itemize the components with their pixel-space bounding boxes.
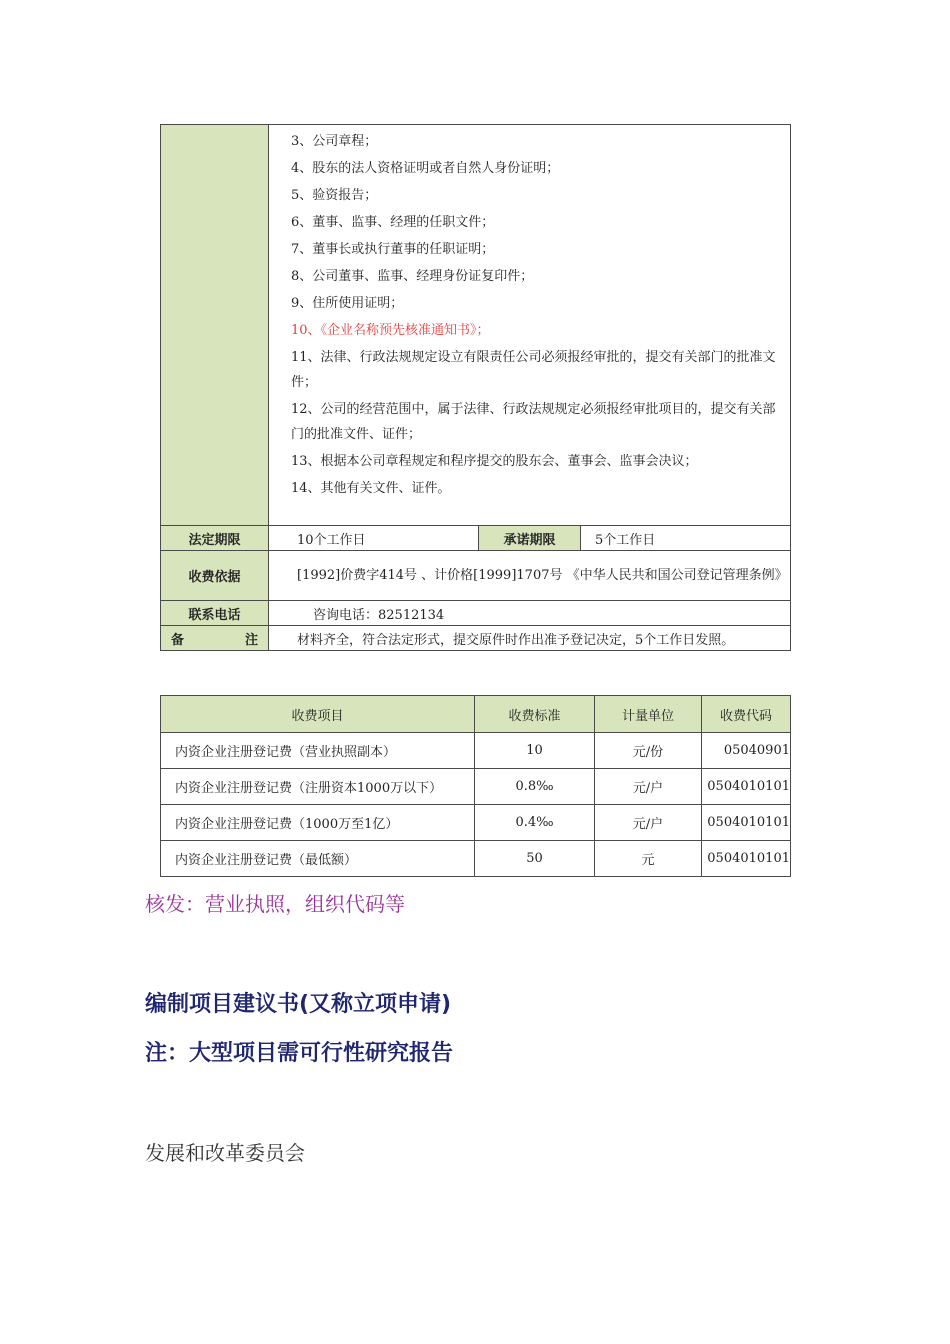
document-list-item: 6、董事、监事、经理的任职文件；: [291, 215, 495, 230]
promise-period-label: 承诺期限: [479, 526, 581, 551]
remark-value: 材料齐全，符合法定形式，提交原件时作出准予登记决定，5个工作日发照。: [269, 626, 791, 651]
committee-name: 发展和改革委员会: [145, 1141, 305, 1165]
table-row: [161, 841, 791, 877]
remark-label: [161, 626, 269, 651]
fee-item-unit: 元/户: [595, 805, 702, 841]
document-list-item: 5、验资报告；: [291, 188, 378, 203]
document-list-item: 4、股东的法人资格证明或者自然人身份证明；: [291, 161, 560, 176]
fee-item-unit: 元/户: [595, 769, 702, 805]
table-row: [161, 769, 791, 805]
project-proposal-heading: 编制项目建议书(又称立项申请): [145, 992, 452, 1017]
fee-basis-label: 收费依据: [161, 551, 269, 601]
document-list-item: 3、公司章程；: [291, 134, 378, 149]
table-row: [161, 733, 791, 769]
remark-label-part-1: 备: [171, 632, 185, 648]
fee-table-header-row: [161, 696, 791, 733]
fee-item-standard: 0.4‰: [475, 805, 595, 841]
fee-header-unit: 计量单位: [595, 696, 702, 733]
document-list-item: 8、公司董事、监事、经理身份证复印件；: [291, 269, 534, 284]
fee-item-code: 0504010101: [702, 769, 791, 805]
documents-label-cell: [161, 125, 269, 526]
fee-item-standard: 10: [475, 733, 595, 769]
fee-item-name: 内资企业注册登记费（最低额）: [161, 841, 475, 877]
fee-header-standard: 收费标准: [475, 696, 595, 733]
fee-item-standard: 0.8‰: [475, 769, 595, 805]
table-row: [161, 805, 791, 841]
document-list-item: 13、根据本公司章程规定和程序提交的股东会、董事会、监事会决议；: [291, 454, 698, 469]
fee-header-code: 收费代码: [702, 696, 791, 733]
fee-item-standard: 50: [475, 841, 595, 877]
promise-period-value: 5个工作日: [581, 526, 791, 551]
legal-period-value: 10个工作日: [269, 526, 479, 551]
fee-item-name: 内资企业注册登记费（注册资本1000万以下）: [161, 769, 475, 805]
feasibility-note-heading: 注：大型项目需可行性研究报告: [145, 1041, 454, 1066]
fee-item-unit: 元/份: [595, 733, 702, 769]
fee-item-code: 05040901: [702, 733, 791, 769]
fee-item-name: 内资企业注册登记费（营业执照副本）: [161, 733, 475, 769]
fee-item-code: 0504010101: [702, 805, 791, 841]
fee-header-item: 收费项目: [161, 696, 475, 733]
fee-basis-value: [1992]价费字414号 、计价格[1999]1707号 《中华人民共和国公司登记管理条例》: [269, 551, 791, 601]
document-list-item: 11、法律、行政法规规定设立有限责任公司必须报经审批的，提交有关部门的批准文件；: [291, 350, 776, 390]
fee-item-unit: 元: [595, 841, 702, 877]
document-list-item: 12、公司的经营范围中，属于法律、行政法规规定必须报经审批项目的，提交有关部门的批准文件、证件；: [291, 402, 776, 442]
document-list-item: 7、董事长或执行董事的任职证明；: [291, 242, 495, 257]
phone-label: 联系电话: [161, 601, 269, 626]
document-list: [269, 125, 790, 525]
legal-period-label: 法定期限: [161, 526, 269, 551]
documents-cell: [269, 125, 791, 526]
fee-table: [160, 695, 791, 877]
fee-item-name: 内资企业注册登记费（1000万至1亿）: [161, 805, 475, 841]
document-list-item: 9、住所使用证明；: [291, 296, 404, 311]
document-list-item: 10、《企业名称预先核准通知书》；: [291, 323, 490, 338]
phone-value: 咨询电话：82512134: [269, 601, 791, 626]
fee-item-code: 0504010101: [702, 841, 791, 877]
issue-line: 核发：营业执照，组织代码等: [145, 892, 405, 916]
document-list-item: 14、其他有关文件、证件。: [291, 481, 451, 496]
remark-label-part-2: 注: [244, 632, 258, 648]
application-info-table: [160, 124, 791, 651]
